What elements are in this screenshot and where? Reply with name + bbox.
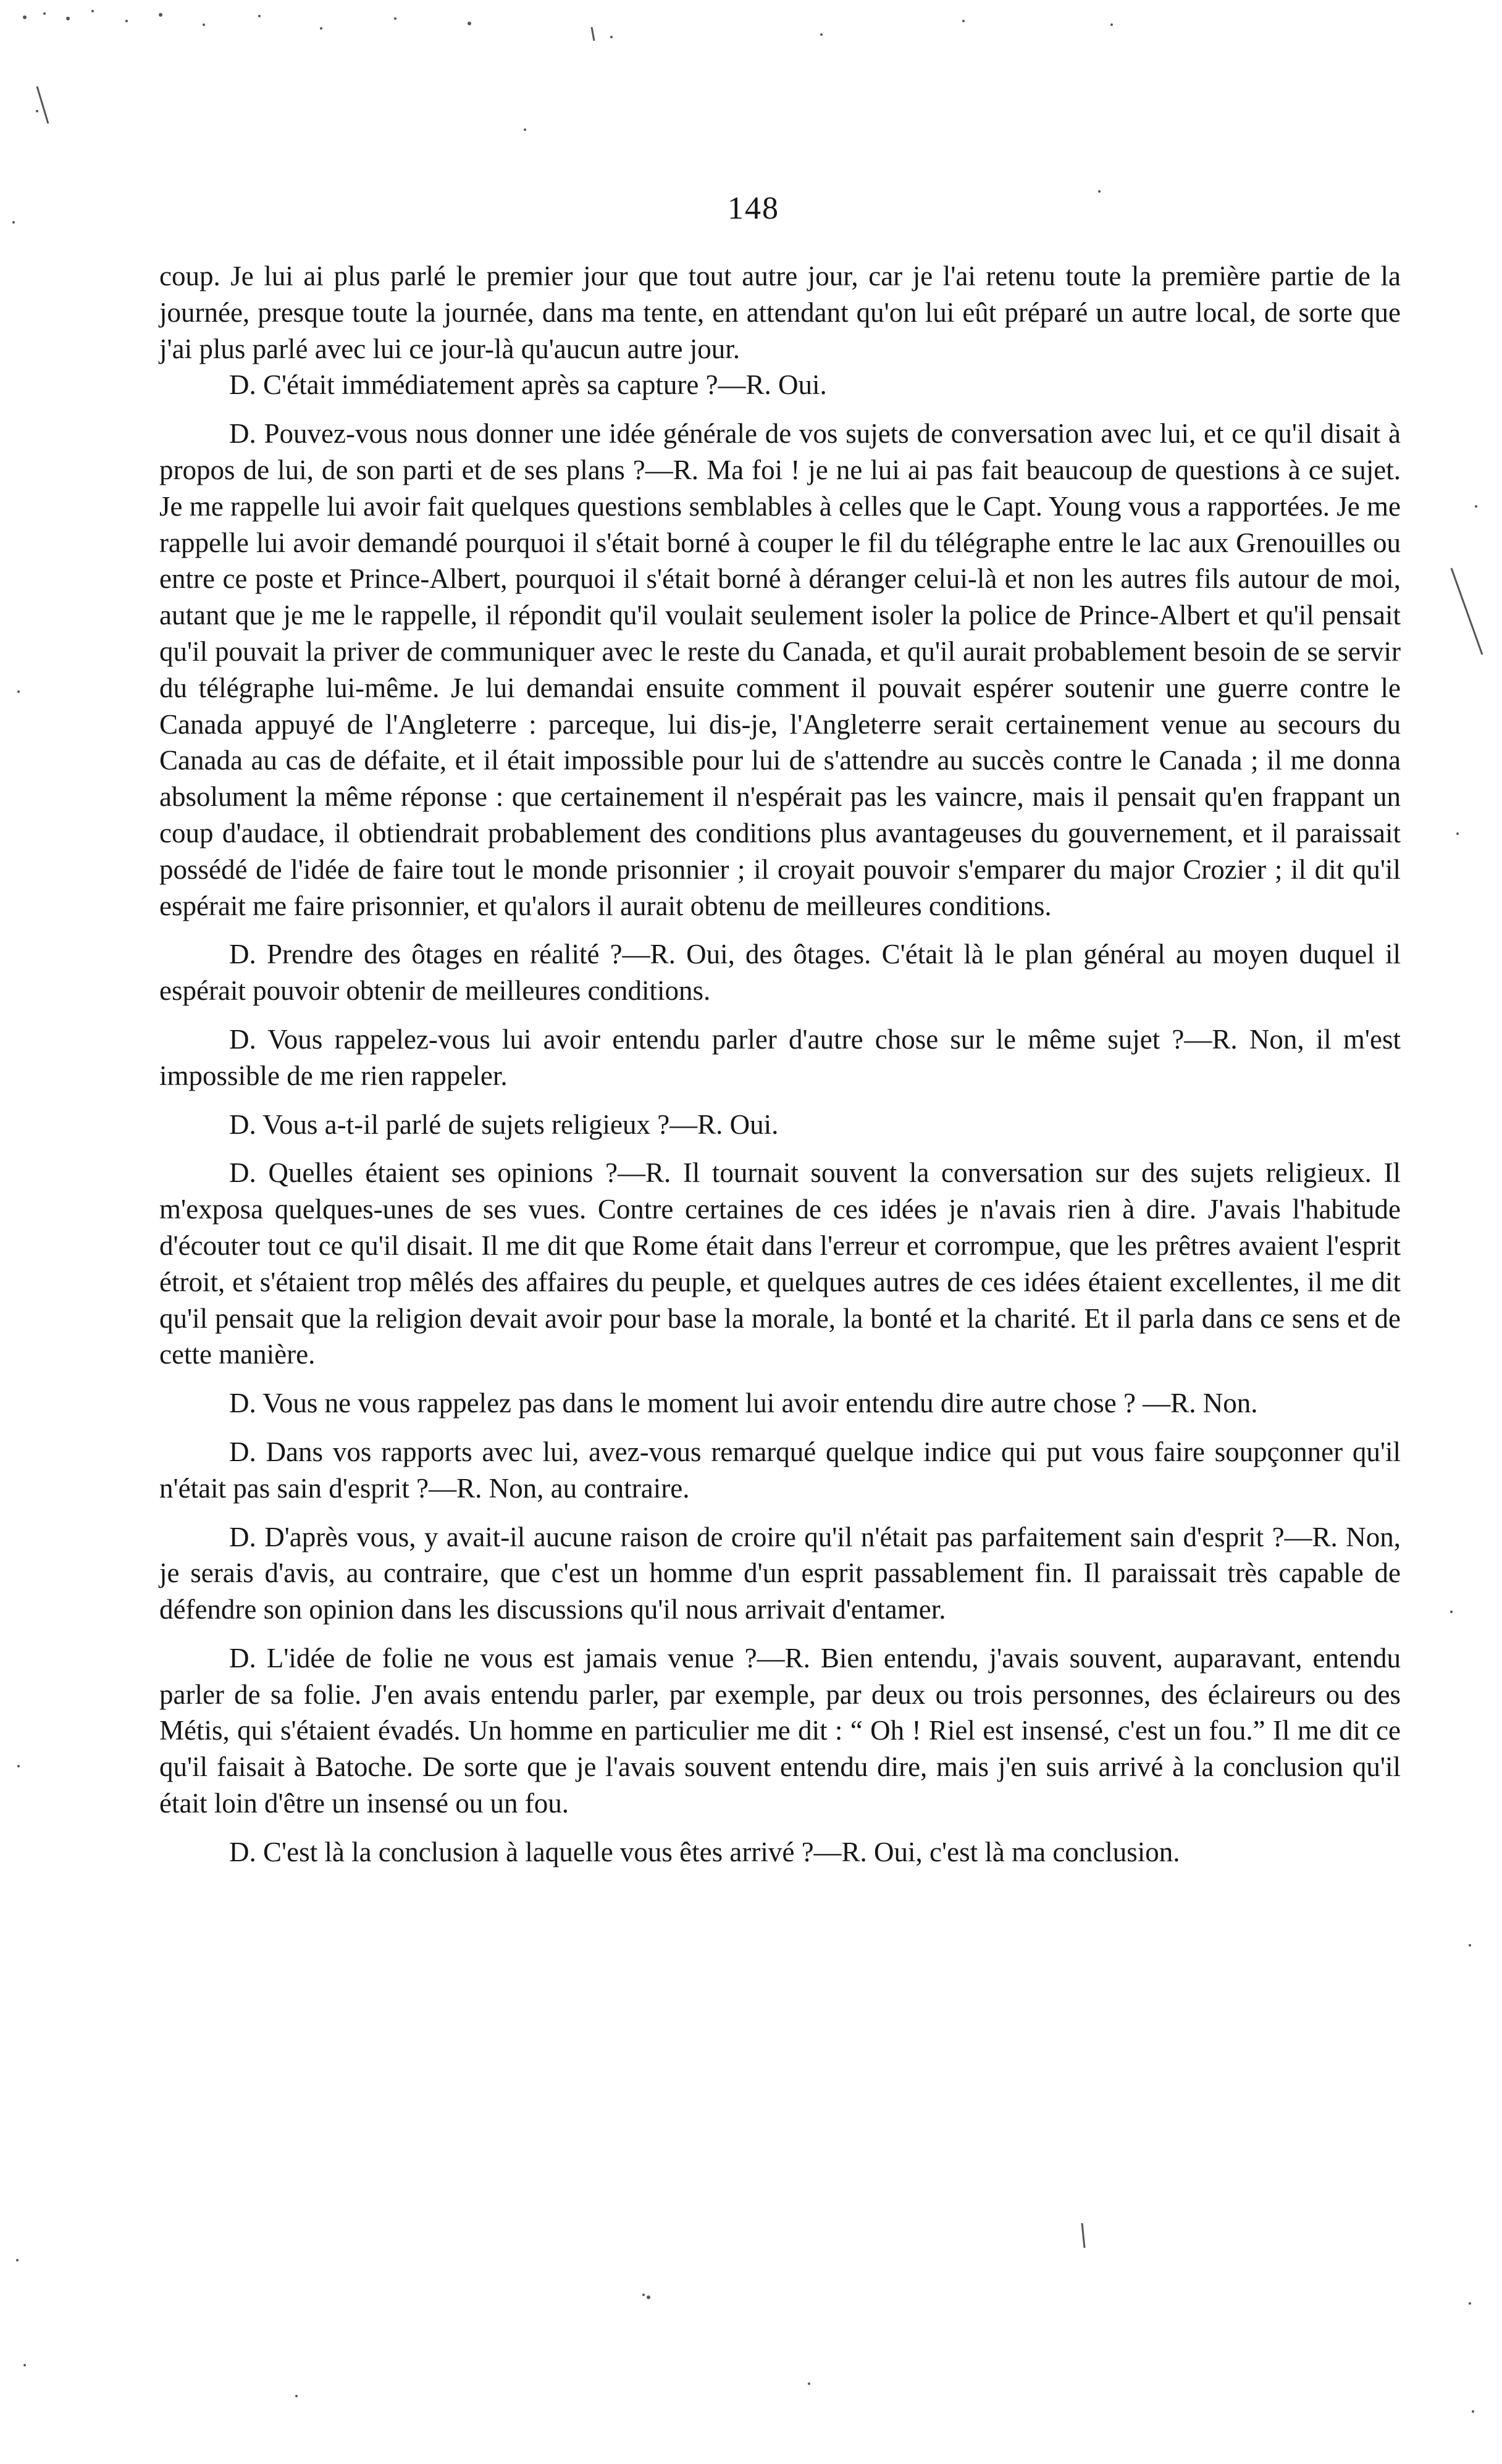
paragraph-6: D. Vous a-t-il parlé de sujets religieux ?—R. Oui.: [229, 1108, 779, 1140]
paragraph-5: D. Vous rappelez-vous lui avoir entendu parler d'autre chose sur le même sujet ?—R. Non, il m'est impossible de me rien rappeler.: [159, 1023, 1401, 1091]
paragraph-2: D. C'était immédiatement après sa capture ?—R. Oui.: [229, 369, 827, 401]
paragraph-3: D. Pouvez-vous nous donner une idée générale de vos sujets de conversation avec lui, et ce qu'il disait à propos de lui, de son parti et de ses plans ?—R. Ma foi ! je ne lui ai pas fait beaucoup de questions à ce sujet. Je me rappelle lui avoir fait quelques questions semblables à celles que le Capt. Young vous a rapportées. Je me rappelle lui avoir demandé pourquoi il s'était borné à couper le fil du télégraphe entre le lac aux Grenouilles ou entre ce poste et Prince-Albert, pourquoi il s'était borné à déranger celui-là et non les autres fils autour de moi, autant que je me le rappelle, il répondit qu'il voulait seulement isoler la police de Prince-Albert et qu'il pensait qu'il pouvait la priver de communiquer avec le reste du Canada, et qu'il aurait probablement besoin de se servir du télégraphe lui-même. Je lui demandai ensuite comment il pouvait espérer soutenir une guerre contre le Canada appuyé de l'Angleterre : parceque, lui dis-je, l'Angleterre serait certainement venue au secours du Canada au cas de défaite, et il était impossible pour lui de s'attendre au succès contre le Canada ; il me donna absolument la même réponse : que certainement il n'espérait pas les vaincre, mais il pensait qu'en frappant un coup d'audace, il obtiendrait probablement des conditions plus avantageuses du gouvernement, et il paraissait possédé de l'idée de faire tout le monde prisonnier ; il croyait pouvoir s'emparer du major Crozier ; il dit qu'il espérait me faire prisonnier, et qu'alors il aurait obtenu de meilleures conditions.: [159, 418, 1401, 921]
paragraph-7: D. Quelles étaient ses opinions ?—R. Il tournait souvent la conversation sur des sujets religieux. Il m'exposa quelques-unes de ses vues. Contre certaines de ces idées je n'avais rien à dire. J'avais l'habitude d'écouter tout ce qu'il disait. Il me dit que Rome était dans l'erreur et corrompue, que les prêtres avaient l'esprit étroit, et s'étaient trop mêlés des affaires du peuple, et quelques autres de ces idées étaient excellentes, il me dit qu'il pensait que la religion devait avoir pour base la morale, la bonté et la charité. Et il parla dans ce sens et de cette manière.: [159, 1157, 1401, 1370]
body-text: [159, 258, 1401, 1871]
paragraph-10: D. D'après vous, y avait-il aucune raison de croire qu'il n'était pas parfaitement sain d'esprit ?—R. Non, je serais d'avis, au contraire, que c'est un homme d'un esprit passablement fin. Il paraissait très capable de défendre son opinion dans les discussions qu'il nous arrivait d'entamer.: [159, 1521, 1401, 1625]
paragraph-11: D. L'idée de folie ne vous est jamais venue ?—R. Bien entendu, j'avais souvent, auparavant, entendu parler de sa folie. J'en avais entendu parler, par exemple, par deux ou trois personnes, des éclaireurs ou des Métis, qui s'étaient évadés. Un homme en particulier me dit : “ Oh ! Riel est insensé, c'est un fou.” Il me dit ce qu'il faisait à Batoche. De sorte que je l'avais souvent entendu dire, mais j'en suis arrivé à la conclusion qu'il était loin d'être un insensé ou un fou.: [159, 1642, 1401, 1819]
paragraph-8: D. Vous ne vous rappelez pas dans le moment lui avoir entendu dire autre chose ? —R. Non.: [229, 1388, 1258, 1419]
page-number: 148: [728, 191, 779, 226]
paragraph-9: D. Dans vos rapports avec lui, avez-vous remarqué quelque indice qui put vous faire soupçonner qu'il n'était pas sain d'esprit ?—R. Non, au contraire.: [159, 1436, 1401, 1504]
paragraph-1: coup. Je lui ai plus parlé le premier jour que tout autre jour, car je l'ai retenu toute la première partie de la journée, presque toute la journée, dans ma tente, en attendant qu'on lui eût préparé un autre local, de sorte que j'ai plus parlé avec lui ce jour-là qu'aucun autre jour.: [159, 261, 1401, 364]
paragraph-4: D. Prendre des ôtages en réalité ?—R. Oui, des ôtages. C'était là le plan général au moyen duquel il espérait pouvoir obtenir de meilleures conditions.: [159, 939, 1401, 1007]
paragraph-12: D. C'est là la conclusion à laquelle vous êtes arrivé ?—R. Oui, c'est là ma conclusion.: [229, 1836, 1180, 1867]
